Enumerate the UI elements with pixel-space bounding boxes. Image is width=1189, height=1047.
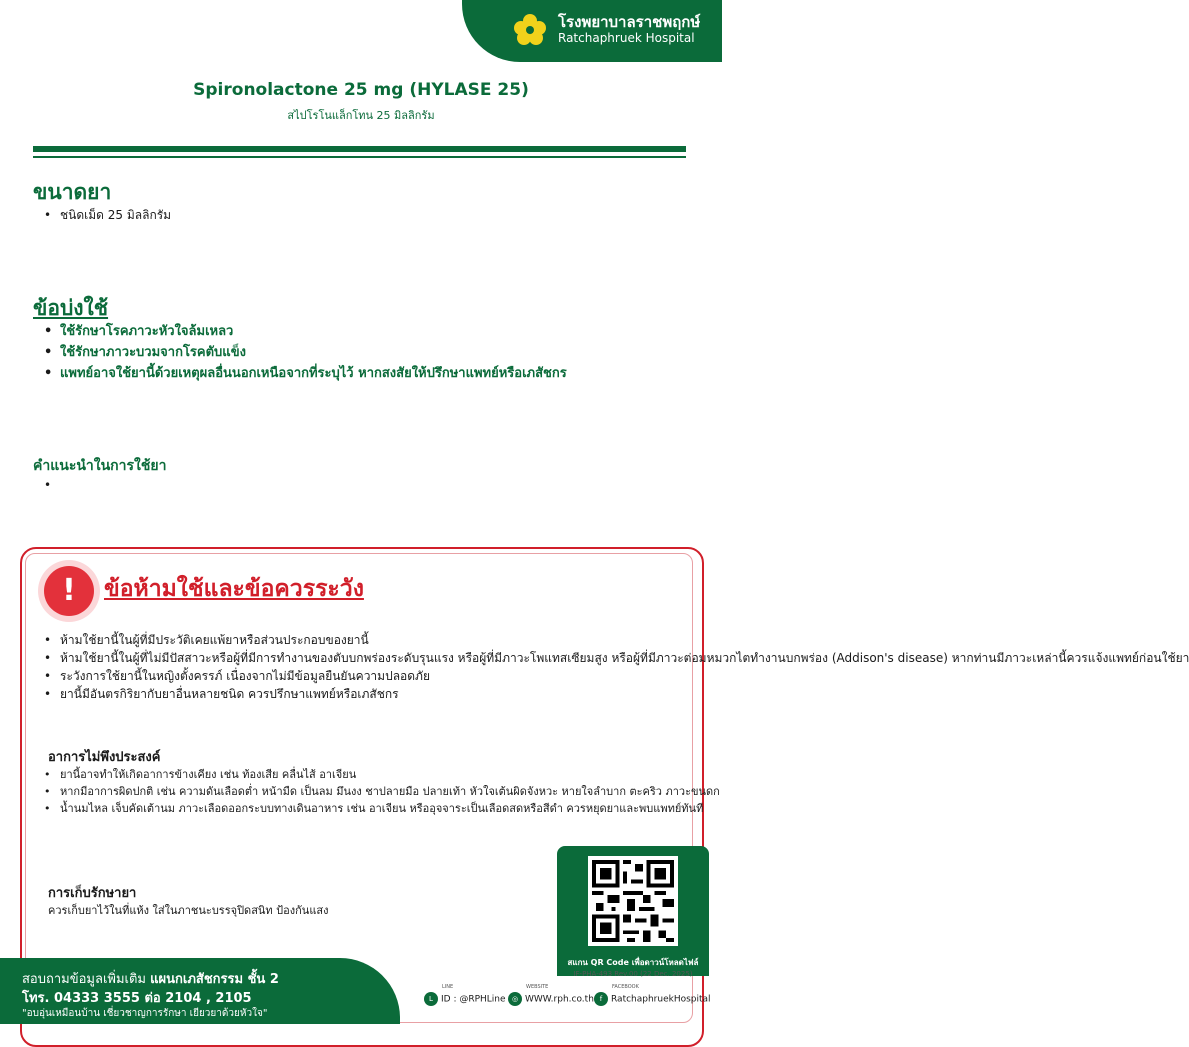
- facebook-icon: f: [594, 992, 608, 1006]
- adverse-effects-list: [44, 766, 720, 817]
- contact-website[interactable]: [508, 984, 594, 1006]
- footer-inquiry: [22, 968, 279, 989]
- document-reference: IF-PHA-493 Rev.00 (22 Dec. 2025): [573, 970, 693, 978]
- contact-facebook[interactable]: [594, 984, 711, 1006]
- list-item-text: • ห้ามใช้ยานี้ในผู้ที่ไม่มีปัสสาวะหรือผู้ที่มีการทำงานของตับบกพร่องระดับรุนแรง หรือผู้ที่มีภาวะโพแทสเซียมสูง หรือผู้ที่มีภาวะต่อมหมวกไตทำงานบกพร่อง (Addison's disease) หากท่านมีภาวะเหล่านี้ควรแจ้งแพทย์ก่อนใช้ยา: [60, 651, 1189, 665]
- list-item-text: • หากมีอาการผิดปกติ เช่น ความดันเลือดต่ำ หน้ามืด เป็นลม มึนงง ชาปลายมือ ปลายเท้า หัวใจเต้นผิดจังหวะ หายใจลำบาก ตะคริว ภาวะขนดก: [60, 785, 720, 798]
- title-divider-thin: [33, 156, 686, 158]
- list-item-text: • ยานี้อาจทำให้เกิดอาการข้างเคียง เช่น ท้องเสีย คลื่นไส้ อาเจียน: [60, 768, 357, 781]
- contact-website-value: WWW.rph.co.th: [525, 994, 594, 1005]
- adverse-heading: อาการไม่พึงประสงค์: [48, 750, 161, 765]
- advice-heading: คำแนะนำในการใช้ยา: [33, 458, 167, 474]
- qr-caption: สแกน QR Code เพื่อดาวน์โหลดไฟล์: [567, 958, 699, 967]
- contraindications-list: [44, 631, 1189, 703]
- hospital-name-th: โรงพยาบาลราชพฤกษ์: [558, 13, 701, 31]
- drug-subtitle: สไปโรโนแล็กโทน 25 มิลลิกรัม: [287, 109, 435, 122]
- list-item-text: • ระวังการใช้ยานี้ในหญิงตั้งครรภ์ เนื่องจากไม่มีข้อมูลยืนยันความปลอดภัย: [60, 669, 430, 683]
- dosage-list: [44, 205, 171, 225]
- list-item: [44, 783, 720, 800]
- indications-heading: ข้อบ่งใช้: [33, 296, 109, 320]
- indications-list: [44, 321, 567, 384]
- contact-line[interactable]: [424, 984, 506, 1006]
- footer-inquiry-prefix: สอบถามข้อมูลเพิ่มเติม: [22, 972, 147, 987]
- list-item: • ใช้รักษาภาวะบวมจากโรคตับแข็ง: [44, 342, 567, 363]
- list-item: [44, 685, 690, 703]
- list-item-text: • ยานี้มีอันตรกิริยากับยาอื่นหลายชนิด ควรปรึกษาแพทย์หรือเภสัชกร: [60, 687, 399, 701]
- list-item-text: • น้ำนมไหล เจ็บคัดเต้านม ภาวะเลือดออกระบบทางเดินอาหาร เช่น อาเจียน หรืออุจจาระเป็นเลือดสดหรือสีดำ ควรหยุดยาและพบแพทย์ทันที: [60, 802, 704, 815]
- hospital-name-en: Ratchaphruek Hospital: [558, 31, 695, 45]
- title-divider-thick: [33, 146, 686, 152]
- warnings-heading: ข้อห้ามใช้และข้อควรระวัง: [104, 576, 364, 602]
- footer-slogan: "อบอุ่นเหมือนบ้าน เชี่ยวชาญการรักษา เยียวยาด้วยหัวใจ": [22, 1008, 268, 1019]
- storage-heading: การเก็บรักษายา: [48, 886, 137, 901]
- footer-department: แผนกเภสัชกรรม ชั้น 2: [150, 972, 279, 987]
- list-item: [44, 649, 1189, 667]
- footer-banner: [0, 958, 400, 1024]
- line-icon: L: [424, 992, 438, 1006]
- exclamation-icon: !: [44, 566, 94, 616]
- list-item: • ชนิดเม็ด 25 มิลลิกรัม: [44, 205, 171, 225]
- list-item: • ใช้รักษาโรคภาวะหัวใจล้มเหลว: [44, 321, 567, 342]
- qr-code-icon: [592, 860, 674, 942]
- contact-line-label: LINE: [442, 984, 454, 990]
- contact-facebook-value: RatchaphruekHospital: [611, 994, 711, 1005]
- storage-text: ควรเก็บยาไว้ในที่แห้ง ใส่ในภาชนะบรรจุปิดสนิท ป้องกันแสง: [48, 904, 329, 917]
- list-item: [44, 800, 704, 817]
- drug-title: Spironolactone 25 mg (HYLASE 25): [193, 80, 529, 100]
- list-item: • แพทย์อาจใช้ยานี้ด้วยเหตุผลอื่นนอกเหนือจากที่ระบุไว้ หากสงสัยให้ปรึกษาแพทย์หรือเภสัชกร: [44, 363, 567, 384]
- list-item: [44, 766, 650, 783]
- dosage-heading: ขนาดยา: [33, 180, 112, 204]
- contact-line-value: ID : @RPHLine: [441, 994, 506, 1005]
- flower-logo-icon: [510, 10, 550, 50]
- qr-code[interactable]: [588, 856, 678, 946]
- hospital-brand-banner: [462, 0, 722, 62]
- list-item: [44, 631, 690, 649]
- list-item-text: • ห้ามใช้ยานี้ในผู้ที่มีประวัติเคยแพ้ยาหรือส่วนประกอบของยานี้: [60, 633, 369, 647]
- globe-icon: ◎: [508, 992, 522, 1006]
- footer-phone[interactable]: โทร. 04333 3555 ต่อ 2104 , 2105: [22, 991, 252, 1006]
- list-item: [44, 667, 690, 685]
- contact-website-label: WEBSITE: [526, 984, 549, 990]
- contact-facebook-label: FACEBOOK: [612, 984, 639, 990]
